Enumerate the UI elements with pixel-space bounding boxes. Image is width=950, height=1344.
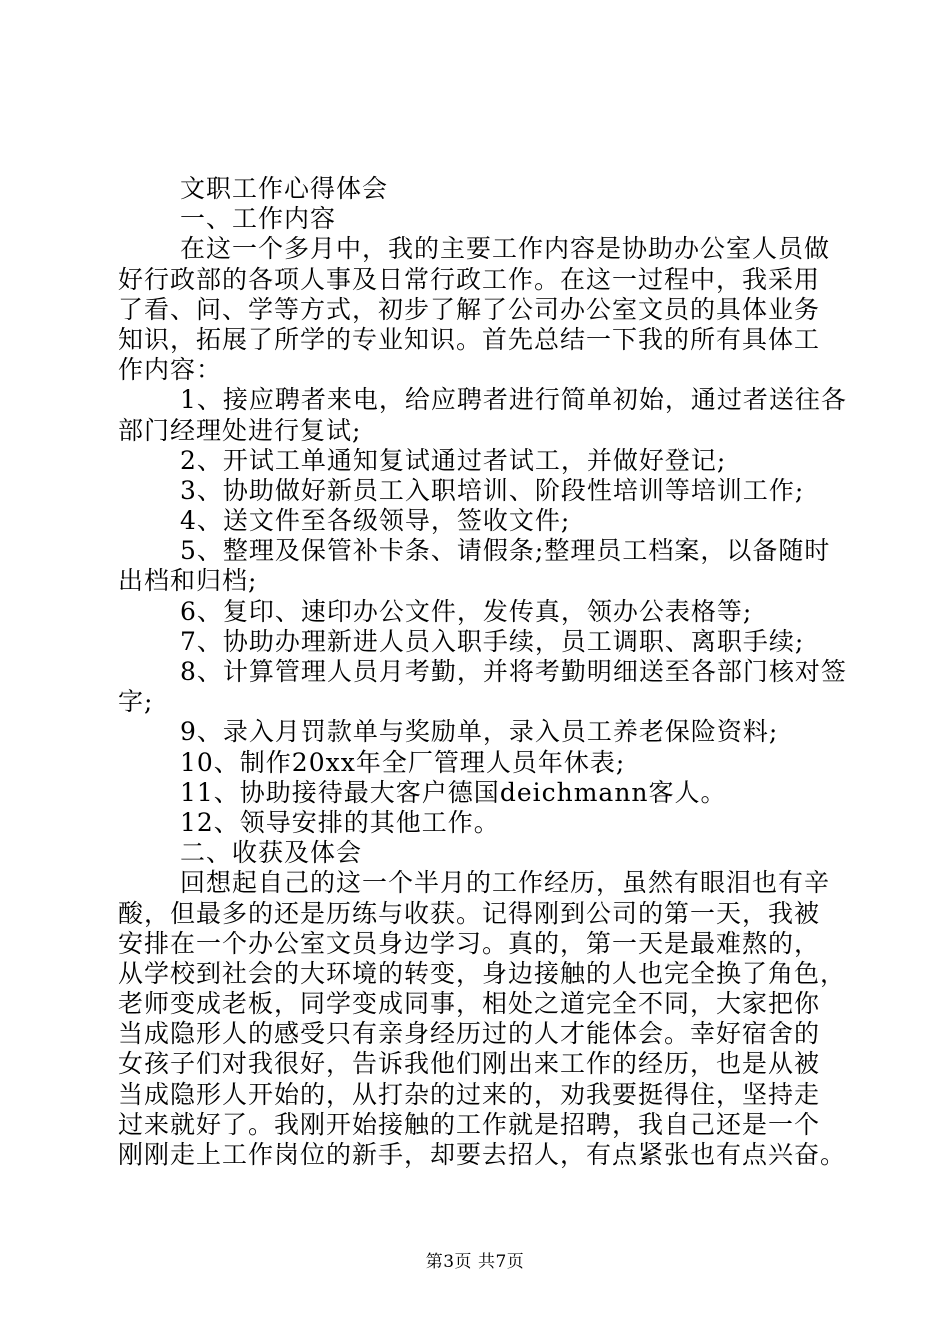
body-text: [118, 234, 847, 1170]
page-number-footer: 第3页 共7页: [425, 1252, 525, 1272]
document-title: 文职工作心得体会: [180, 174, 389, 203]
text-line: 8、计算管理人员月考勤，并将考勤明细送至各部门核对签: [180, 657, 847, 686]
text-line: 9、录入月罚款单与奖励单，录入员工养老保险资料;: [180, 717, 779, 747]
text-line: 部门经理处进行复试;: [118, 415, 362, 445]
text-line: 老师变成老板，同学变成同事，相处之道完全不同，大家把你: [118, 989, 821, 1019]
text-line: 5、整理及保管补卡条、请假条;整理员工档案，以备随时: [180, 536, 831, 566]
text-line: 11、协助接待最大客户德国deichmann客人。: [180, 777, 727, 807]
text-line: 在这一个多月中，我的主要工作内容是协助办公室人员做: [180, 234, 831, 264]
text-line: 12、领导安排的其他工作。: [180, 807, 500, 837]
text-line: 了看、问、学等方式，初步了解了公司办公室文员的具体业务: [118, 294, 821, 324]
text-line: 知识，拓展了所学的专业知识。首先总结一下我的所有具体工: [118, 324, 821, 354]
text-line: 作内容：: [118, 355, 223, 385]
text-line: 7、协助办理新进人员入职手续，员工调职、离职手续;: [180, 626, 805, 656]
text-line: 2、开试工单通知复试通过者试工，并做好登记;: [180, 445, 727, 475]
text-line: 酸，但最多的还是历练与收获。记得刚到公司的第一天，我被: [118, 898, 821, 928]
text-line: 3、协助做好新员工入职培训、阶段性培训等培训工作;: [180, 475, 805, 505]
text-line: 1、接应聘者来电，给应聘者进行简单初始，通过者送往各: [180, 385, 847, 415]
text-line: 过来就好了。我刚开始接触的工作就是招聘，我自己还是一个: [118, 1109, 821, 1139]
text-line: 出档和归档;: [118, 566, 258, 596]
text-line: 从学校到社会的大环境的转变，身边接触的人也完全换了角色，: [118, 958, 847, 988]
document-body: [118, 174, 847, 1170]
text-line: 二、收获及体会: [180, 838, 363, 868]
text-line: 当成隐形人开始的，从打杂的过来的，劝我要挺得住，坚持走: [118, 1079, 821, 1109]
text-line: 好行政部的各项人事及日常行政工作。在这一过程中，我采用: [118, 264, 821, 294]
text-line: 女孩子们对我很好，告诉我他们刚出来工作的经历，也是从被: [118, 1049, 821, 1079]
section-heading-work-content: 一、工作内容: [180, 204, 337, 234]
text-line: 6、复印、速印办公文件，发传真，领办公表格等;: [180, 596, 753, 626]
text-line: 10、制作20xx年全厂管理人员年休表;: [180, 747, 626, 777]
text-line: 4、送文件至各级领导，签收文件;: [180, 506, 571, 536]
text-line: 刚刚走上工作岗位的新手，却要去招人，有点紧张也有点兴奋。: [118, 1140, 847, 1169]
text-line: 安排在一个办公室文员身边学习。真的，第一天是最难熬的，: [118, 928, 821, 958]
text-line: 回想起自己的这一个半月的工作经历，虽然有眼泪也有辛: [180, 868, 831, 898]
text-line: 字;: [118, 687, 154, 717]
text-line: 当成隐形人的感受只有亲身经历过的人才能体会。幸好宿舍的: [118, 1019, 821, 1049]
